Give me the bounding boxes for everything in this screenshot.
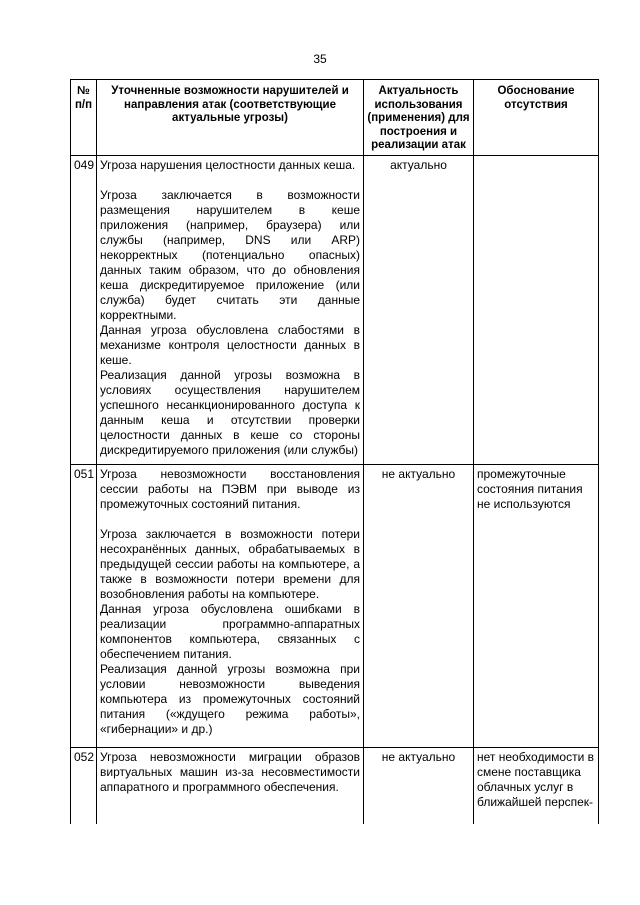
row-num: 052: [71, 747, 97, 824]
row-num: 051: [71, 464, 97, 747]
page-number: 35: [313, 52, 327, 66]
justification-cell: [474, 155, 599, 464]
table-header-row: [71, 80, 599, 156]
header-capabilities: Уточненные возможности нарушителей и направления атак (соответствующие актуальные угрозы): [97, 80, 364, 156]
table-row: [71, 747, 599, 824]
relevance-cell: не актуально: [364, 747, 474, 824]
table-row: [71, 155, 599, 464]
table-row: [71, 464, 599, 747]
row-num: 049: [71, 155, 97, 464]
threat-paragraph: Данная угроза обусловлена слабостями в механизме контроля целостности данных в кеше.: [100, 322, 360, 367]
threat-paragraph: Реализация данной угрозы возможна в условиях осуществления нарушителем успешного несанкционированного доступа к данным кеша и отсутствии проверки целостности данных в кеше со стороны дискредитируемого приложения (или службы): [100, 367, 360, 457]
justification-cell: промежуточные состояния питания не используются: [474, 464, 599, 747]
threat-title: Угроза невозможности миграции образов виртуальных машин из-за несовместимости аппаратного и программного обеспечения.: [100, 749, 360, 794]
relevance-cell: актуально: [364, 155, 474, 464]
threat-title: Угроза нарушения целостности данных кеша.: [100, 157, 356, 172]
threat-title: Угроза невозможности восстановления сессии работы на ПЭВМ при выводе из промежуточных состояний питания.: [100, 466, 360, 511]
threats-table: [70, 79, 599, 824]
header-justification: Обоснование отсутствия: [474, 80, 599, 156]
threat-paragraph: Данная угроза обусловлена ошибками в реализации программно-аппаратных компонентов компьютера, связанных с обеспечением питания.: [100, 601, 360, 661]
threat-description: [97, 155, 364, 464]
relevance-cell: не актуально: [364, 464, 474, 747]
threat-description: [97, 747, 364, 824]
header-num: № п/п: [71, 80, 97, 156]
justification-cell: нет необходимости в смене поставщика облачных услуг в ближайшей перспек-: [474, 747, 599, 824]
threat-paragraph: Реализация данной угрозы возможна при условии невозможности выведения компьютера из промежуточных состояний питания («ждущего режима работы», «гибернации» и др.): [100, 661, 360, 736]
threat-paragraph: Угроза заключается в возможности размещения нарушителем в кеше приложения (например, браузера) или службы (например, DNS или ARP) некорректных (потенциально опасных) данных таким образом, что до обновления кеша дискредитируемое приложение (или служба) будет считать эти данные корректными.: [100, 187, 360, 322]
header-relevance: Актуальность использования (применения) для построения и реализации атак: [364, 80, 474, 156]
threat-description: [97, 464, 364, 747]
threat-paragraph: Угроза заключается в возможности потери несохранённых данных, обрабатываемых в предыдущей сессии работы на компьютере, а также в возможности потери времени для возобновления работы на компьютере.: [100, 526, 360, 601]
